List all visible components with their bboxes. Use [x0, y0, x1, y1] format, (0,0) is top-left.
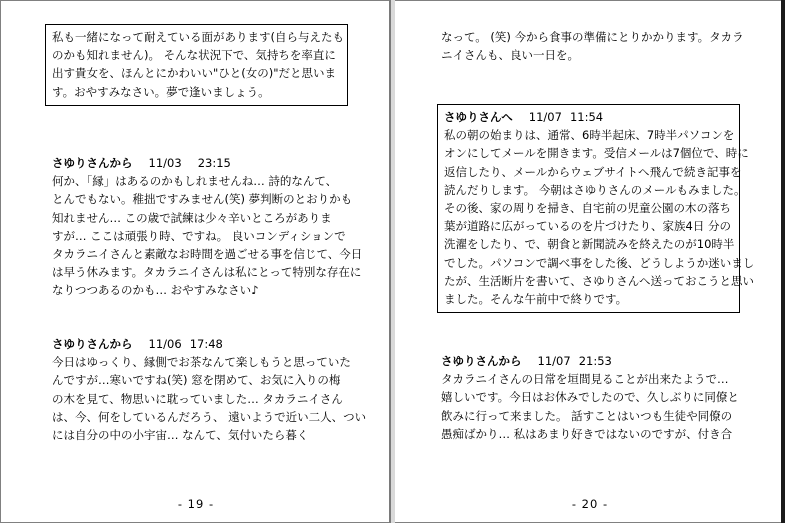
box-line: のかも知れません)。 そんな状況下で、気持ちを率直に	[52, 48, 336, 63]
box-line: 出す貴女を、ほんとにかわいい"ひと(女の)"だと思いま	[52, 66, 337, 81]
entry-line: なりつつあるのかも… おやすみなさい♪	[52, 283, 259, 298]
entry-line	[52, 172, 352, 190]
entry-header	[444, 108, 734, 126]
box-line: オンにしてメールを開きます。受信メールは7個位で、時に	[444, 146, 749, 161]
entry-line: は、今、何をしているんだろう、 遠いようで近い二人、つい	[52, 409, 367, 424]
quoted-letter-box	[45, 24, 348, 106]
entry-time: 23:15	[197, 156, 231, 170]
entry-text: 何か、「縁」はあるのかもしれませんね… 詩的なんて、	[52, 174, 338, 189]
page-19	[2, 2, 390, 521]
continued-text	[441, 28, 744, 64]
letter-entry	[52, 335, 367, 444]
page-gutter	[391, 0, 395, 523]
box-line: 葉が道路に広がっているのを片づけたり、家族4日 分の	[444, 219, 731, 234]
entry-header	[52, 154, 352, 172]
box-line: 返信したり、メールからウェブサイトへ飛んで続き記事を	[444, 164, 742, 179]
entry-time: 17:48	[189, 337, 223, 351]
entry-text: 今日はゆっくり、縁側でお茶なんて楽しもうと思っていた	[52, 355, 351, 370]
box-line: 私の朝の始まりは、通常、6時半起床、7時半パソコンを	[444, 128, 735, 143]
entry-line: は早う休みます。タカラニイさんは私にとって特別な存在に	[52, 265, 362, 280]
entry-line: タカラニイさんと素敵なお時間を過ごせる事を信じて、今日	[52, 247, 363, 262]
entry-time: 21:53	[578, 354, 612, 368]
entry-sender: さゆりさんから	[441, 354, 522, 368]
page-20	[396, 2, 784, 521]
entry-line	[52, 353, 352, 371]
page-number: - 20 -	[571, 497, 609, 511]
box-line: 私も一緒になって耐えている面があります(自ら与えたも	[52, 30, 344, 44]
entry-line: なって。 (笑) 今から食事の準備にとりかかります。タカラ	[441, 30, 744, 44]
entry-header	[441, 352, 741, 370]
entry-line: 嬉しいです。今日はお休みでしたので、久しぶりに同僚と	[441, 390, 739, 405]
entry-line: 飲みに行って来ました。 話すことはいつも生徒や同僚の	[441, 408, 733, 423]
entry-time: 11:54	[569, 110, 604, 124]
box-line: 読んだりします。 今朝はさゆりさんのメールもみました。	[444, 182, 746, 197]
entry-line: 知れません… この歳で試練は少々辛いところがありま	[52, 210, 332, 225]
entry-header	[52, 335, 352, 353]
entry-line: の木を見て、物思いに耽っていました… タカラニイさん	[52, 391, 343, 406]
entry-line: すが… ここは頑張り時、ですね。 良いコンディションで	[52, 228, 346, 243]
box-line: たが、生活断片を書いて、さゆりさんへ送っておこうと思い	[444, 273, 755, 288]
window-edge	[781, 0, 785, 523]
entry-line	[441, 370, 741, 388]
entry-line: ニイさんも、良い一日を。	[441, 48, 579, 63]
entry-date: 11/07	[528, 110, 562, 124]
entry-date: 11/06	[148, 337, 182, 351]
entry-date: 11/07	[537, 354, 571, 368]
box-line: す。おやすみなさい。夢で逢いましょう。	[52, 84, 270, 99]
entry-date: 11/03	[148, 156, 182, 170]
entry-sender: さゆりさんから	[52, 337, 133, 351]
box-line: その後、家の周りを掃き、自宅前の児童公園の木の落ち	[444, 201, 732, 216]
entry-line: には自分の中の小宇宙… なんて、気付いたら暮く	[52, 428, 309, 443]
entry-recipient: さゆりさんへ	[444, 110, 513, 124]
box-line: 洗濯をしたり、で、朝食と新聞読みを終えたのが10時半	[444, 237, 735, 252]
box-line: ました。そんな午前中で終りです。	[444, 292, 628, 307]
entry-line: んですが…寒いですね(笑) 窓を閉めて、お気に入りの梅	[52, 373, 341, 388]
entry-line: 愚痴ばかり… 私はあまり好きではないのですが、付き合	[441, 426, 733, 441]
reply-letter-box	[437, 104, 755, 313]
entry-line: とんでもない。稚拙ですみません(笑) 夢判断のとおりかも	[52, 192, 353, 207]
entry-text: タカラニイさんの日常を垣間見ることが出来たようで…	[441, 372, 729, 387]
box-line: でした。パソコンで調べ事をした後、どうしようか迷いまし	[444, 255, 755, 270]
letter-entry	[441, 352, 741, 443]
letter-entry	[52, 154, 363, 300]
page-number: - 19 -	[177, 497, 215, 511]
entry-sender: さゆりさんから	[52, 156, 133, 170]
